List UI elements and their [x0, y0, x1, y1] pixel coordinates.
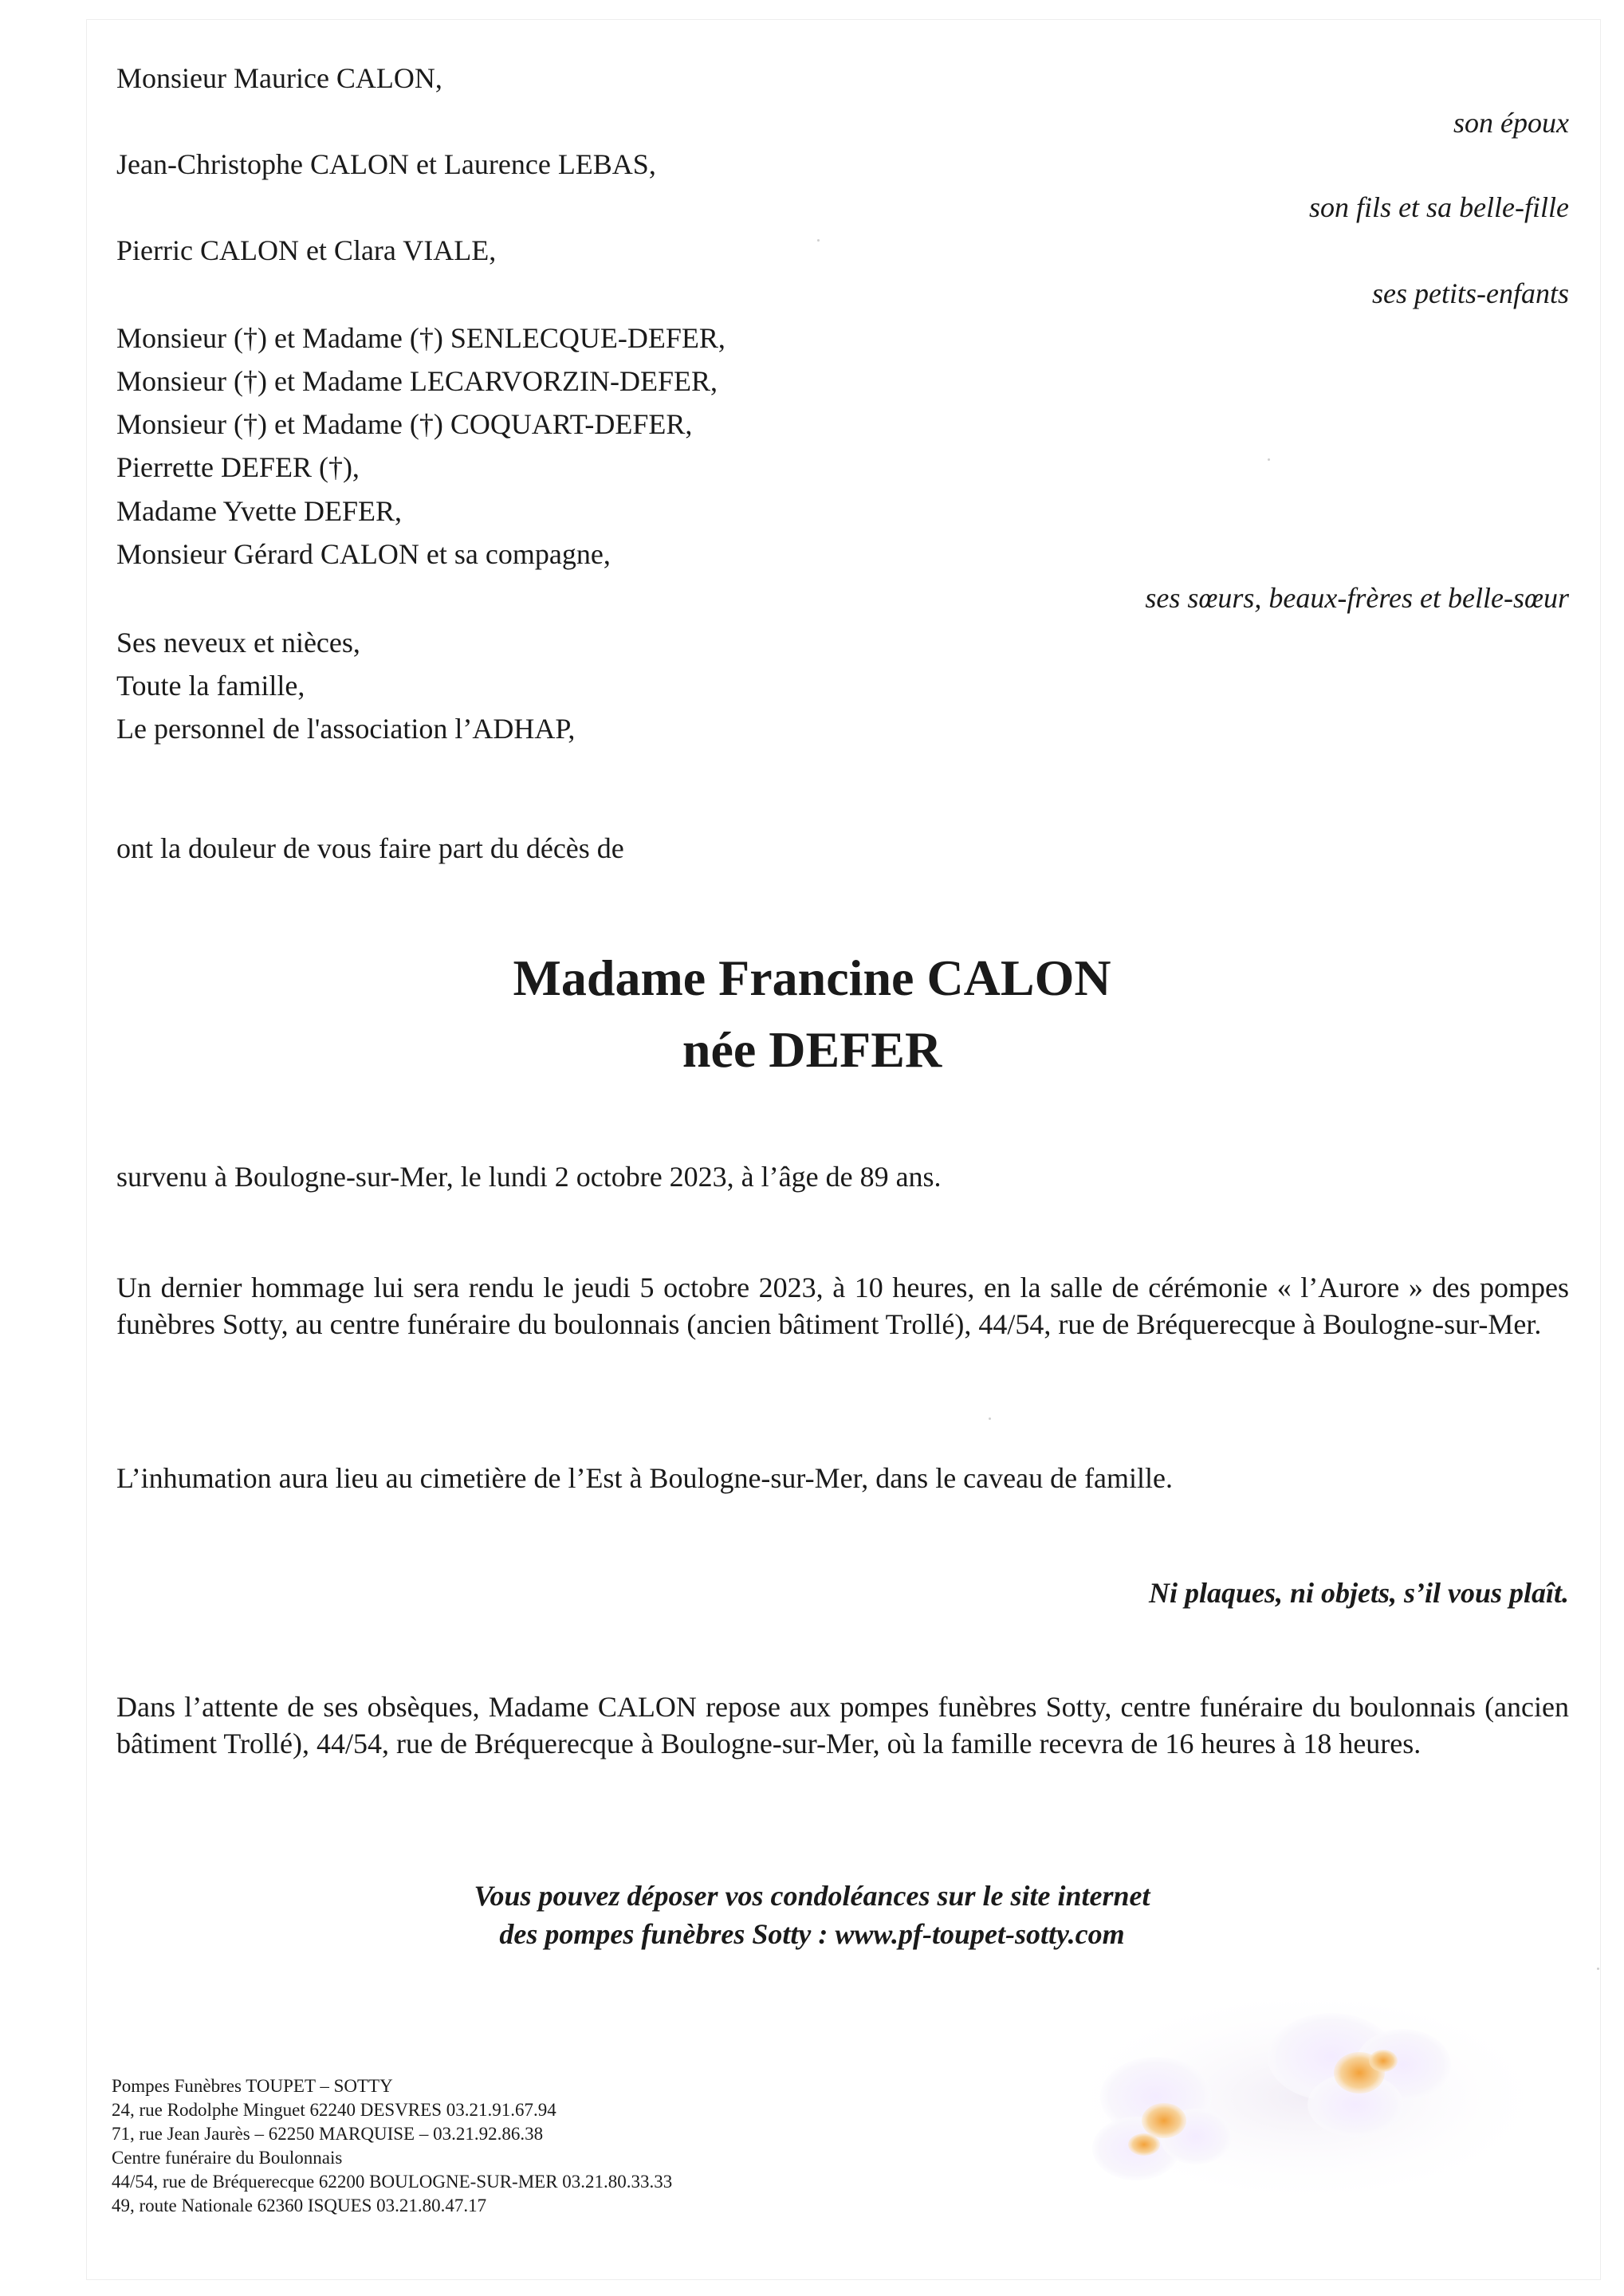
footer-line: 24, rue Rodolphe Minguet 62240 DESVRES 03.21.91.67.94	[112, 2100, 556, 2120]
spouse-name: Monsieur Maurice CALON,	[116, 62, 442, 94]
scan-speck	[817, 239, 820, 242]
deceased-maiden-name: née DEFER	[682, 1021, 942, 1078]
sibling-line: Pierrette DEFER (†),	[116, 451, 360, 483]
condolences-line: des pompes funèbres Sotty : www.pf-toupet-sotty.com	[499, 1918, 1125, 1950]
grandchildren-role: ses petits-enfants	[1372, 277, 1569, 309]
deceased-name: Madame Francine CALON	[513, 949, 1111, 1006]
grandchildren-name: Pierric CALON et Clara VIALE,	[116, 234, 497, 266]
sibling-line: Monsieur Gérard CALON et sa compagne,	[116, 538, 611, 570]
other-family-line: Toute la famille,	[116, 670, 305, 702]
scan-speck	[989, 1417, 991, 1420]
footer-line: 49, route Nationale 62360 ISQUES 03.21.80.47.17	[112, 2196, 487, 2215]
other-family-line: Ses neveux et nièces,	[116, 627, 360, 659]
siblings-role: ses sœurs, beaux-frères et belle-sœur	[1145, 582, 1569, 614]
footer-line: Pompes Funèbres TOUPET – SOTTY	[112, 2076, 393, 2096]
spouse-role: son époux	[1453, 107, 1569, 139]
scan-speck	[1268, 458, 1270, 461]
announcement-text: ont la douleur de vous faire part du décès de	[116, 832, 624, 864]
sibling-line: Madame Yvette DEFER,	[116, 495, 402, 527]
orchid-flowers-image	[1060, 1977, 1555, 2208]
footer-line: 44/54, rue de Bréquerecque 62200 BOULOGNE-SUR-MER 03.21.80.33.33	[112, 2172, 673, 2192]
condolences-line: Vous pouvez déposer vos condoléances sur le site internet	[474, 1880, 1150, 1912]
sibling-line: Monsieur (†) et Madame (†) SENLECQUE-DEFER,	[116, 322, 725, 354]
footer-line: 71, rue Jean Jaurès – 62250 MARQUISE – 03.21.92.86.38	[112, 2124, 544, 2144]
son-role: son fils et sa belle-fille	[1309, 191, 1569, 223]
other-family-line: Le personnel de l'association l’ADHAP,	[116, 713, 576, 745]
visitation-paragraph: Dans l’attente de ses obsèques, Madame CALON repose aux pompes funèbres Sotty, centre funéraire du boulonnais (ancien bâtiment Trollé), 44/54, rue de Bréquerecque à Boulogne-sur-Mer, où la famille recevra de 16 heures à 18 heures.	[116, 1691, 1569, 1759]
funeral-home-footer	[112, 2074, 672, 2218]
son-name: Jean-Christophe CALON et Laurence LEBAS,	[116, 148, 656, 180]
sibling-line: Monsieur (†) et Madame LECARVORZIN-DEFER,	[116, 365, 718, 397]
burial-paragraph: L’inhumation aura lieu au cimetière de l’Est à Boulogne-sur-Mer, dans le caveau de famille.	[116, 1462, 1174, 1494]
no-flowers-request: Ni plaques, ni objets, s’il vous plaît.	[1148, 1577, 1569, 1609]
sibling-line: Monsieur (†) et Madame (†) COQUART-DEFER,	[116, 408, 693, 440]
footer-line: Centre funéraire du Boulonnais	[112, 2148, 343, 2168]
scan-speck	[1597, 1968, 1599, 1970]
death-info: survenu à Boulogne-sur-Mer, le lundi 2 octobre 2023, à l’âge de 89 ans.	[116, 1161, 942, 1193]
ceremony-paragraph: Un dernier hommage lui sera rendu le jeudi 5 octobre 2023, à 10 heures, en la salle de cérémonie « l’Aurore » des pompes funèbres Sotty, au centre funéraire du boulonnais (ancien bâtiment Trollé), 44/54, rue de Bréquerecque à Boulogne-sur-Mer.	[116, 1272, 1569, 1340]
